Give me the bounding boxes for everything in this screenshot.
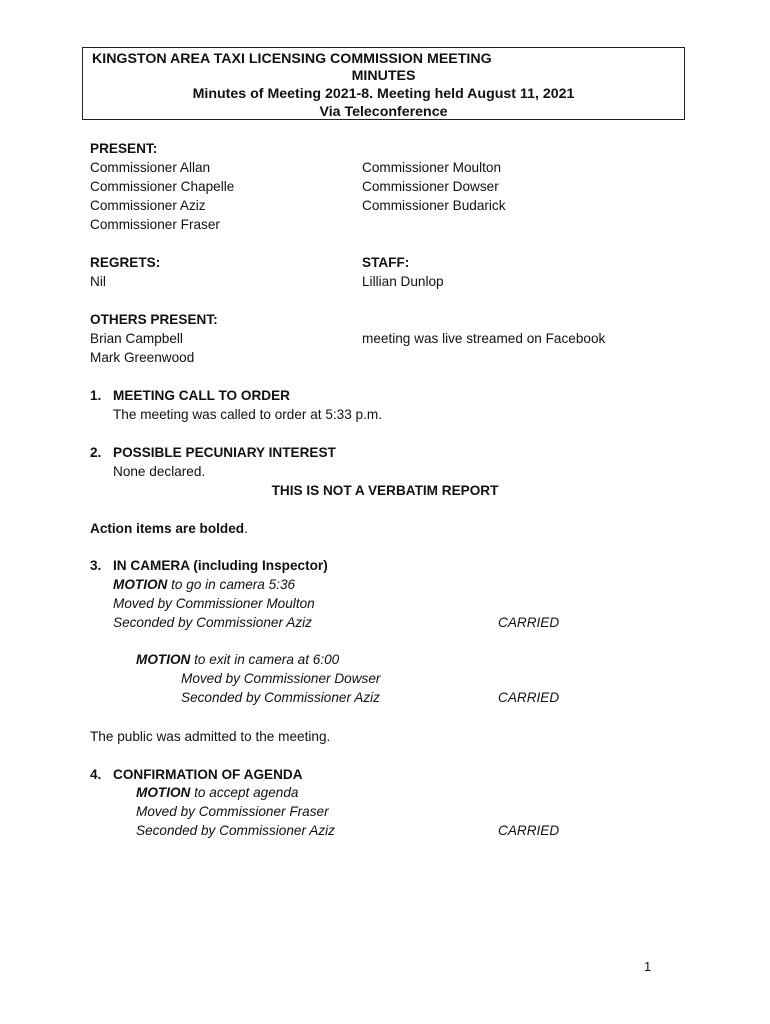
document-title: KINGSTON AREA TAXI LICENSING COMMISSION MEETING (92, 51, 492, 67)
present-member: Commissioner Fraser (90, 217, 220, 232)
motion-line (136, 651, 339, 669)
seconded-by: Seconded by Commissioner Aziz (136, 823, 335, 838)
present-member: Commissioner Budarick (362, 198, 506, 213)
motion-line (136, 784, 298, 802)
item-title: POSSIBLE PECUNIARY INTEREST (113, 445, 336, 460)
present-label: PRESENT: (90, 141, 158, 156)
moved-by: Moved by Commissioner Moulton (113, 596, 315, 611)
item-text: None declared. (113, 464, 206, 479)
action-note-bold: Action items are bolded (90, 521, 245, 536)
item-title: MEETING CALL TO ORDER (113, 388, 290, 403)
public-note: The public was admitted to the meeting. (90, 729, 331, 744)
item-number: 2. (90, 445, 102, 460)
item-text: The meeting was called to order at 5:33 p.m. (113, 407, 382, 422)
page-number: 1 (644, 959, 652, 974)
present-member: Commissioner Allan (90, 160, 211, 175)
item-title: CONFIRMATION OF AGENDA (113, 767, 303, 782)
motion-result: CARRIED (498, 690, 560, 705)
moved-by: Moved by Commissioner Dowser (181, 671, 381, 686)
others-name: Brian Campbell (90, 331, 183, 346)
seconded-by: Seconded by Commissioner Aziz (113, 615, 312, 630)
motion-keyword: MOTION (113, 577, 168, 592)
regrets-label: REGRETS: (90, 255, 161, 270)
staff-label: STAFF: (362, 255, 410, 270)
verbatim-notice: THIS IS NOT A VERBATIM REPORT (271, 483, 499, 498)
present-member: Commissioner Chapelle (90, 179, 235, 194)
motion-result: CARRIED (498, 615, 560, 630)
present-member: Commissioner Aziz (90, 198, 206, 213)
others-label: OTHERS PRESENT: (90, 312, 218, 327)
item-number: 4. (90, 767, 102, 782)
item-number: 3. (90, 558, 102, 573)
meeting-info: Minutes of Meeting 2021-8. Meeting held August 11, 2021 (192, 86, 575, 102)
others-name: Mark Greenwood (90, 350, 195, 365)
motion-keyword: MOTION (136, 652, 191, 667)
motion-text: to accept agenda (190, 785, 299, 800)
present-member: Commissioner Dowser (362, 179, 499, 194)
moved-by: Moved by Commissioner Fraser (136, 804, 329, 819)
meeting-venue: Via Teleconference (319, 104, 448, 120)
motion-line (113, 576, 295, 594)
present-member: Commissioner Moulton (362, 160, 502, 175)
motion-text: to exit in camera at 6:00 (190, 652, 340, 667)
regrets-value: Nil (90, 274, 106, 289)
seconded-by: Seconded by Commissioner Aziz (181, 690, 380, 705)
document-subtitle: MINUTES (351, 68, 416, 84)
motion-text: to go in camera 5:36 (167, 577, 296, 592)
item-title: IN CAMERA (including Inspector) (113, 558, 328, 573)
motion-result: CARRIED (498, 823, 560, 838)
livestream-note: meeting was live streamed on Facebook (362, 331, 606, 346)
motion-keyword: MOTION (136, 785, 191, 800)
staff-value: Lillian Dunlop (362, 274, 444, 289)
item-number: 1. (90, 388, 102, 403)
action-note-end: . (244, 521, 248, 536)
header-box (82, 47, 685, 120)
action-note (90, 520, 248, 538)
